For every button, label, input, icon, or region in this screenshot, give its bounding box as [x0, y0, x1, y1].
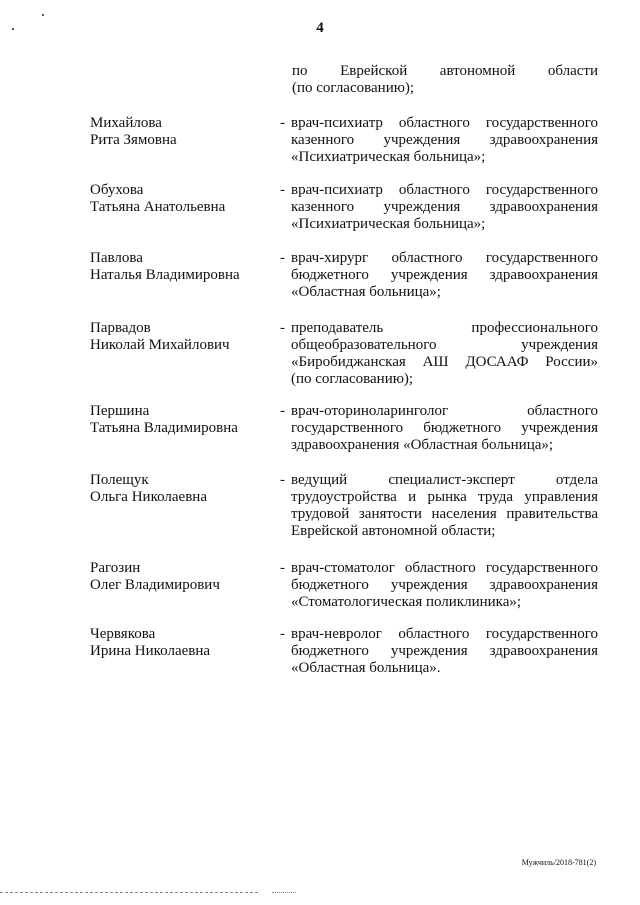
- member-given-names: Ирина Николаевна: [90, 643, 211, 659]
- position-line: «Областная больница»;: [291, 284, 441, 300]
- position-line: (по согласованию);: [291, 371, 414, 387]
- member-given-names: Рита Зямовна: [90, 132, 177, 148]
- member-name: [90, 182, 275, 216]
- position-line: врач-стоматолог областного государственного: [291, 560, 598, 576]
- member-name: [90, 626, 275, 660]
- position-line: бюджетного учреждения здравоохранения: [291, 267, 598, 283]
- position-line: Еврейской автономной области;: [291, 523, 496, 539]
- position-line: «Биробиджанская АШ ДОСААФ России»: [291, 354, 598, 370]
- position-line: ведущий специалист-эксперт отдела: [291, 472, 598, 488]
- member-surname: Червякова: [90, 626, 156, 642]
- position-line: «Областная больница».: [291, 660, 441, 676]
- member-given-names: Олег Владимирович: [90, 577, 220, 593]
- position-line: здравоохранения «Областная больница»;: [291, 437, 554, 453]
- position-line: бюджетного учреждения здравоохранения: [291, 577, 598, 593]
- member-name: [90, 560, 275, 594]
- member-name: [90, 250, 275, 284]
- position-line: общеобразовательного учреждения: [291, 337, 598, 353]
- member-name: [90, 320, 275, 354]
- entry-dash: -: [280, 560, 285, 576]
- member-position: [291, 320, 598, 388]
- entry-dash: -: [280, 472, 285, 488]
- member-position: [291, 403, 598, 454]
- position-line: врач-оториноларинголог областного: [291, 403, 598, 419]
- member-surname: Павлова: [90, 250, 143, 266]
- member-given-names: Ольга Николаевна: [90, 489, 207, 505]
- member-position: [291, 115, 598, 166]
- position-line: врач-психиатр областного государственного: [291, 182, 598, 198]
- member-position: [291, 472, 598, 540]
- member-position: [291, 626, 598, 677]
- member-given-names: Татьяна Анатольевна: [90, 199, 226, 215]
- member-surname: Першина: [90, 403, 150, 419]
- position-line: казенного учреждения здравоохранения: [291, 199, 598, 215]
- member-given-names: Николай Михайлович: [90, 337, 230, 353]
- entry-dash: -: [280, 320, 285, 336]
- entry-dash: -: [280, 626, 285, 642]
- position-line: «Психиатрическая больница»;: [291, 149, 486, 165]
- member-name: [90, 403, 275, 437]
- intro-line: (по согласованию);: [292, 80, 415, 96]
- member-given-names: Татьяна Владимировна: [90, 420, 238, 436]
- position-line: государственного бюджетного учреждения: [291, 420, 598, 436]
- bottom-rule-dots: [272, 892, 296, 893]
- position-line: бюджетного учреждения здравоохранения: [291, 643, 598, 659]
- entry-dash: -: [280, 403, 285, 419]
- intro-continuation: [292, 63, 598, 97]
- bottom-rule: [0, 892, 258, 893]
- position-line: врач-невролог областного государственного: [291, 626, 598, 642]
- position-line: трудоустройства и рынка труда управления: [291, 489, 598, 505]
- member-given-names: Наталья Владимировна: [90, 267, 240, 283]
- position-line: «Стоматологическая поликлиника»;: [291, 594, 522, 610]
- member-position: [291, 250, 598, 301]
- document-code: Мужчиль/2018-781(2): [521, 858, 596, 867]
- member-surname: Рагозин: [90, 560, 141, 576]
- entry-dash: -: [280, 182, 285, 198]
- member-position: [291, 560, 598, 611]
- intro-line: по Еврейской автономной области: [292, 63, 598, 79]
- position-line: трудовой занятости населения правительства: [291, 506, 598, 522]
- member-surname: Полещук: [90, 472, 149, 488]
- member-position: [291, 182, 598, 233]
- position-line: врач-хирург областного государственного: [291, 250, 598, 266]
- scan-artifact-dot: [42, 14, 44, 16]
- member-name: [90, 115, 275, 149]
- position-line: преподаватель профессионального: [291, 320, 598, 336]
- entry-dash: -: [280, 115, 285, 131]
- member-surname: Михайлова: [90, 115, 162, 131]
- position-line: казенного учреждения здравоохранения: [291, 132, 598, 148]
- member-surname: Парвадов: [90, 320, 151, 336]
- position-line: «Психиатрическая больница»;: [291, 216, 486, 232]
- position-line: врач-психиатр областного государственного: [291, 115, 598, 131]
- page-number: 4: [316, 20, 324, 36]
- member-surname: Обухова: [90, 182, 144, 198]
- member-name: [90, 472, 275, 506]
- entry-dash: -: [280, 250, 285, 266]
